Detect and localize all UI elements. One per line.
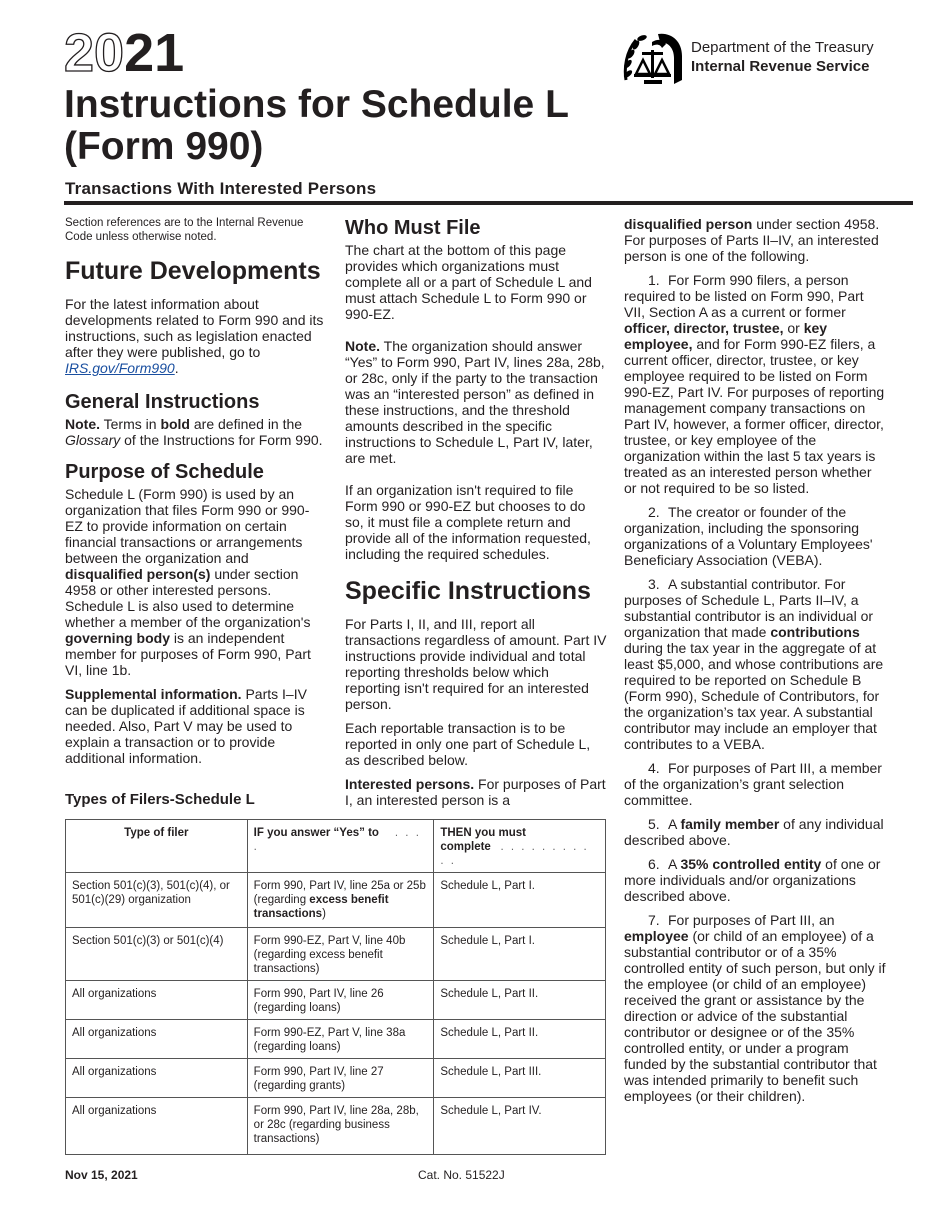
list-item: 6. A 35% controlled entity of one or more individuals and/or organizations described above. — [624, 856, 881, 904]
irs-eagle-logo-icon — [622, 30, 686, 86]
cell-filer: All organizations — [66, 1098, 248, 1155]
cell-if-yes: Form 990, Part IV, line 28a, 28b, or 28c (regarding business transactions) — [247, 1098, 434, 1155]
cell-then: Schedule L, Part II. — [434, 1020, 606, 1059]
cell-filer: Section 501(c)(3), 501(c)(4), or 501(c)(29) organization — [66, 873, 248, 928]
cell-if-yes: Form 990, Part IV, line 27 (regarding grants) — [247, 1059, 434, 1098]
cell-then: Schedule L, Part I. — [434, 928, 606, 981]
cell-then: Schedule L, Part I. — [434, 873, 606, 928]
column-right — [624, 216, 886, 1112]
heading-purpose-of-schedule: Purpose of Schedule — [65, 461, 264, 483]
agency-line-2: Internal Revenue Service — [691, 58, 870, 75]
interested-persons-text: Interested persons. For purposes of Part I, an interested person is a — [345, 776, 606, 808]
list-item: 3. A substantial contributor. For purposes of Schedule L, Parts II–IV, a substantial contributor is an individual or organization that made contributions during the tax year in the aggregate of at least $5,000, and whose contributions are required to be reported on Schedule B (Form 990), Schedule of Contributors, for the organization’s tax year. A substantial contributor may include an employer that contributes to a VEBA. — [624, 576, 884, 752]
heading-who-must-file: Who Must File — [345, 217, 481, 239]
table-row — [66, 1020, 606, 1059]
types-of-filers-table — [65, 819, 606, 1155]
general-note: Note. Terms in bold are defined in the Glossary of the Instructions for Form 990. — [65, 416, 323, 448]
header-if-yes: IF you answer “Yes” to . . . . — [247, 820, 434, 873]
specific-instructions-text-1: For Parts I, II, and III, report all transactions regardless of amount. Part IV instructions provide individual and total reporting thresholds below which reporting isn't required for an interested person. — [345, 616, 607, 712]
page-title — [64, 84, 624, 168]
cell-filer: All organizations — [66, 981, 248, 1020]
table-row — [66, 981, 606, 1020]
future-developments-text: For the latest information about developments related to Form 990 and its instructions, such as legislation enacted after they were published, go to IRS.gov/Form990. — [65, 296, 324, 376]
heading-specific-instructions: Specific Instructions — [345, 577, 591, 605]
cell-if-yes: Form 990, Part IV, line 26 (regarding loans) — [247, 981, 434, 1020]
list-item: 1. For Form 990 filers, a person required to be listed on Form 990, Part VII, Section A as a current or former officer, director, trustee, or key employee, and for Form 990-EZ filers, a current officer, director, trustee, or key employee required to be listed on Form 990-EZ, Part IV. For purposes of reporting management company transactions on Part IV, however, a former officer, director, trustee, or key employee of the organization within the last 5 tax years is treated as an interested person whether or not required to be so listed. — [624, 272, 885, 496]
table-row — [66, 928, 606, 981]
who-must-file-text: The chart at the bottom of this page provides which organizations must complete all or a part of Schedule L and must attach Schedule L to Form 990 or 990-EZ. — [345, 242, 592, 322]
agency-line-1: Department of the Treasury — [691, 39, 874, 56]
supplemental-information: Supplemental information. Parts I–IV can be duplicated if additional space is needed. Also, Part V may be used to explain a transaction or to provide additional information. — [65, 686, 307, 766]
year-outline: 20 — [64, 23, 125, 83]
table-row — [66, 873, 606, 928]
list-item: 5. A family member of any individual described above. — [624, 816, 884, 848]
table-row — [66, 1098, 606, 1155]
cell-then: Schedule L, Part IV. — [434, 1098, 606, 1155]
title-line-2: (Form 990) — [64, 125, 264, 168]
list-item: 7. For purposes of Part III, an employee (or child of an employee) of a substantial contributor or of a 35% controlled entity of such person, but only if the employee (or child of an employee) received the grant or assistance by the direction or advice of the substantial contributor or designee or of the 35% controlled entity, or under a program funded by the substantial contributor that was intended primarily to benefit such employees (or their children). — [624, 912, 886, 1104]
table-header-row — [66, 820, 606, 873]
header-then-complete: THEN you must complete . . . . . . . . . . . — [434, 820, 606, 873]
irs-form990-link[interactable]: IRS.gov/Form990 — [65, 360, 175, 376]
interested-persons-continued: disqualified person under section 4958. For purposes of Parts II–IV, an interested person is one of the following. — [624, 216, 880, 264]
cell-if-yes: Form 990, Part IV, line 25a or 25b (regarding excess benefit transactions) — [247, 873, 434, 928]
title-line-1: Instructions for Schedule L — [64, 83, 569, 126]
list-item: 2. The creator or founder of the organization, including the sponsoring organizations of a Voluntary Employees' Beneficiary Association (VEBA). — [624, 504, 873, 568]
cell-if-yes: Form 990-EZ, Part V, line 38a (regarding loans) — [247, 1020, 434, 1059]
page-subtitle: Transactions With Interested Persons — [65, 179, 377, 198]
not-required-text: If an organization isn't required to file Form 990 or 990-EZ but chooses to do so, it must file a complete return and provide all of the information requested, including the required schedules. — [345, 482, 591, 562]
header-type-of-filer: Type of filer — [66, 820, 248, 873]
heading-future-developments: Future Developments — [65, 257, 321, 285]
section-references-note: Section references are to the Internal Revenue Code unless otherwise noted. — [65, 217, 304, 243]
agency-name — [691, 38, 874, 76]
catalog-number: Cat. No. 51522J — [418, 1168, 505, 1182]
cell-filer: All organizations — [66, 1020, 248, 1059]
specific-instructions-text-2: Each reportable transaction is to be reported in only one part of Schedule L, as described below. — [345, 720, 591, 768]
who-must-file-note: Note. The organization should answer “Yes” to Form 990, Part IV, lines 28a, 28b, or 28c, only if the party to the transaction was an “interested person” as defined in these instructions, and the threshold amounts described in the specific instructions to Schedule L, Part IV, later, are met. — [345, 338, 605, 466]
header-divider — [64, 201, 913, 205]
year-solid: 21 — [124, 23, 185, 83]
list-item: 4. For purposes of Part III, a member of the organization’s grant selection committee. — [624, 760, 882, 808]
cell-then: Schedule L, Part III. — [434, 1059, 606, 1098]
form-year — [64, 23, 185, 83]
cell-filer: Section 501(c)(3) or 501(c)(4) — [66, 928, 248, 981]
heading-general-instructions: General Instructions — [65, 391, 260, 413]
cell-then: Schedule L, Part II. — [434, 981, 606, 1020]
cell-if-yes: Form 990-EZ, Part V, line 40b (regarding excess benefit transactions) — [247, 928, 434, 981]
table-title: Types of Filers-Schedule L — [65, 791, 255, 808]
cell-filer: All organizations — [66, 1059, 248, 1098]
revision-date: Nov 15, 2021 — [65, 1168, 138, 1182]
table-row — [66, 1059, 606, 1098]
purpose-text: Schedule L (Form 990) is used by an organization that files Form 990 or 990-EZ to provide information on certain financial transactions or arrangements between the organization and disqualified person(s) under section 4958 or other interested persons. Schedule L is also used to determine whether a member of the organization's governing body is an independent member for purposes of Form 990, Part VI, line 1b. — [65, 486, 311, 678]
column-left — [65, 216, 327, 774]
column-middle — [345, 216, 607, 816]
